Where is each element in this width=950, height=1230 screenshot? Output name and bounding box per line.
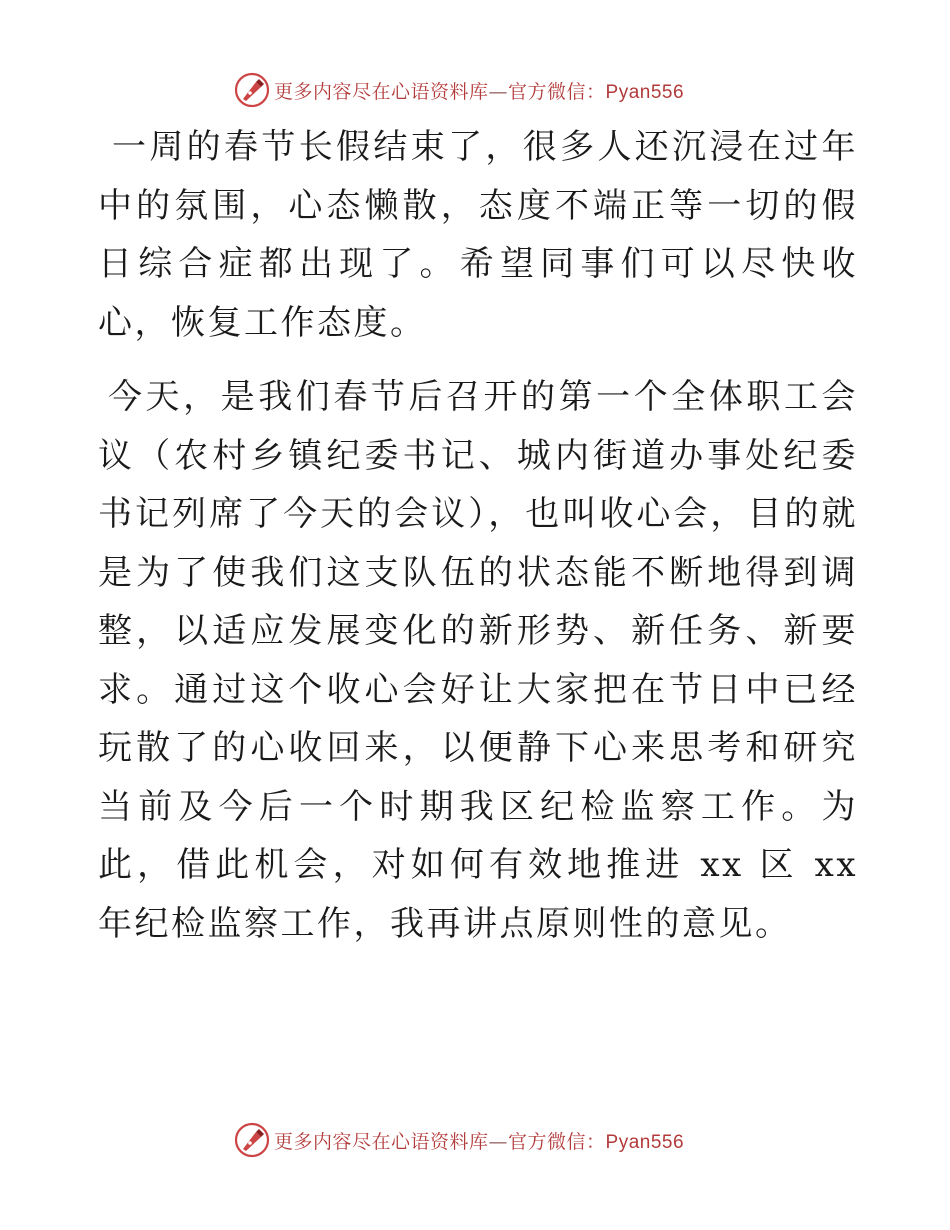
pen-nib-logo-icon <box>234 1122 270 1158</box>
watermark-text <box>274 1127 684 1154</box>
paragraph-1: 一周的春节长假结束了，很多人还沉浸在过年中的氛围，心态懒散，态度不端正等一切的假日综合症都出现了。希望同事们可以尽快收心，恢复工作态度。 <box>98 127 858 343</box>
watermark-wechat-id: Pyan556 <box>605 81 685 103</box>
watermark-separator: — <box>488 80 509 103</box>
watermark-wechat-id: Pyan556 <box>605 1131 685 1153</box>
watermark-site: 更多内容尽在心语资料库 <box>274 80 489 103</box>
watermark-site: 更多内容尽在心语资料库 <box>274 1130 489 1153</box>
paragraph-2: 今天，是我们春节后召开的第一个全体职工会议（农村乡镇纪委书记、城内街道办事处纪委书记列席了今天的会议），也叫收心会，目的就是为了使我们这支队伍的状态能不断地得到调整，以适应发展变化的新形势、新任务、新要求。通过这个收心会好让大家把在节日中已经玩散了的心收回来，以便静下心来思考和研究当前及今后一个时期我区纪检监察工作。为此，借此机会，对如何有效地推进 xx 区 xx 年纪检监察工作，我再讲点原则性的意见。 <box>98 377 858 944</box>
header-watermark <box>234 70 684 110</box>
watermark-wechat-label: 官方微信： <box>508 1130 606 1153</box>
footer-watermark <box>234 1120 684 1160</box>
pen-nib-logo-icon <box>234 72 270 108</box>
watermark-text <box>274 77 684 104</box>
watermark-wechat-label: 官方微信： <box>508 80 606 103</box>
watermark-separator: — <box>488 1130 509 1153</box>
document-body <box>98 118 858 953</box>
